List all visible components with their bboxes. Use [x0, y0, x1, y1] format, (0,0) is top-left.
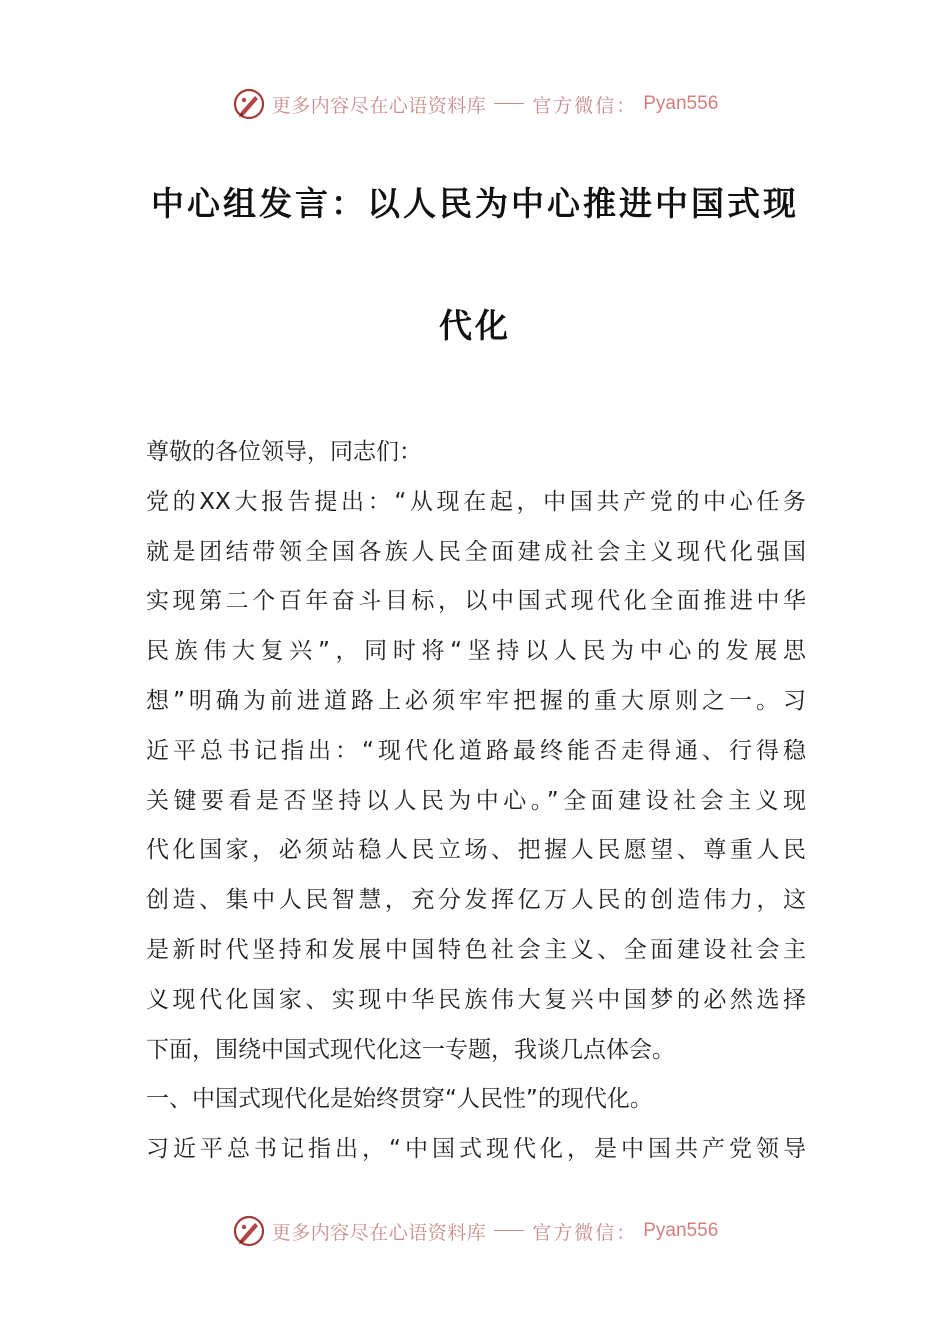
- pen-circle-logo-icon: [232, 1214, 266, 1248]
- body-text-line: 是新时代坚持和发展中国特色社会主义、全面建设社会主: [146, 936, 806, 963]
- body-text-line: 尊敬的各位领导，同志们：: [146, 439, 422, 465]
- body-text-line: 党的XX大报告提出：“从现在起，中国共产党的中心任务: [146, 488, 806, 515]
- body-text-line: 实现第二个百年奋斗目标，以中国式现代化全面推进中华: [146, 588, 806, 615]
- body-text-line: 下面，围绕中国式现代化这一专题，我谈几点体会。: [146, 1036, 675, 1063]
- watermark-dash: [494, 103, 524, 104]
- watermark-wechat-id: Pyan556: [643, 1220, 719, 1241]
- body-text-line: 习近平总书记指出，“中国式现代化，是中国共产党领导: [146, 1136, 806, 1163]
- body-text-line: 一、中国式现代化是始终贯穿“人民性”的现代化。: [146, 1086, 653, 1113]
- body-text-line: 关键要看是否坚持以人民为中心。”全面建设社会主义现: [146, 787, 806, 814]
- document-title-line-1: 中心组发言：以人民为中心推进中国式现: [151, 184, 799, 223]
- watermark-text: 更多内容尽在心语资料库: [271, 1221, 487, 1244]
- watermark-dash: [494, 1230, 524, 1231]
- watermark-header: [0, 84, 950, 124]
- body-text-line: 义现代化国家、实现中华民族伟大复兴中国梦的必然选择: [146, 986, 806, 1013]
- document-title-line-2: 代化: [439, 306, 511, 345]
- body-text-line: 代化国家，必须站稳人民立场、把握人民愿望、尊重人民: [146, 837, 806, 864]
- watermark-label: 官方微信：: [532, 94, 638, 117]
- watermark-wechat-id: Pyan556: [643, 93, 719, 114]
- pen-circle-logo-icon: [232, 87, 266, 121]
- watermark-label: 官方微信：: [532, 1221, 638, 1244]
- watermark-text: 更多内容尽在心语资料库: [271, 94, 487, 117]
- body-text-line: 近平总书记指出：“现代化道路最终能否走得通、行得稳: [146, 737, 806, 764]
- document-body: [146, 428, 806, 1175]
- body-text-line: 想”明确为前进道路上必须牢牢把握的重大原则之一。习: [146, 687, 806, 714]
- body-text-line: 创造、集中人民智慧，充分发挥亿万人民的创造伟力，这: [146, 887, 806, 914]
- body-text-line: 就是团结带领全国各族人民全面建成社会主义现代化强国: [146, 538, 806, 565]
- body-text-line: 民族伟大复兴”，同时将“坚持以人民为中心的发展思: [146, 638, 806, 665]
- watermark-footer: [0, 1211, 950, 1251]
